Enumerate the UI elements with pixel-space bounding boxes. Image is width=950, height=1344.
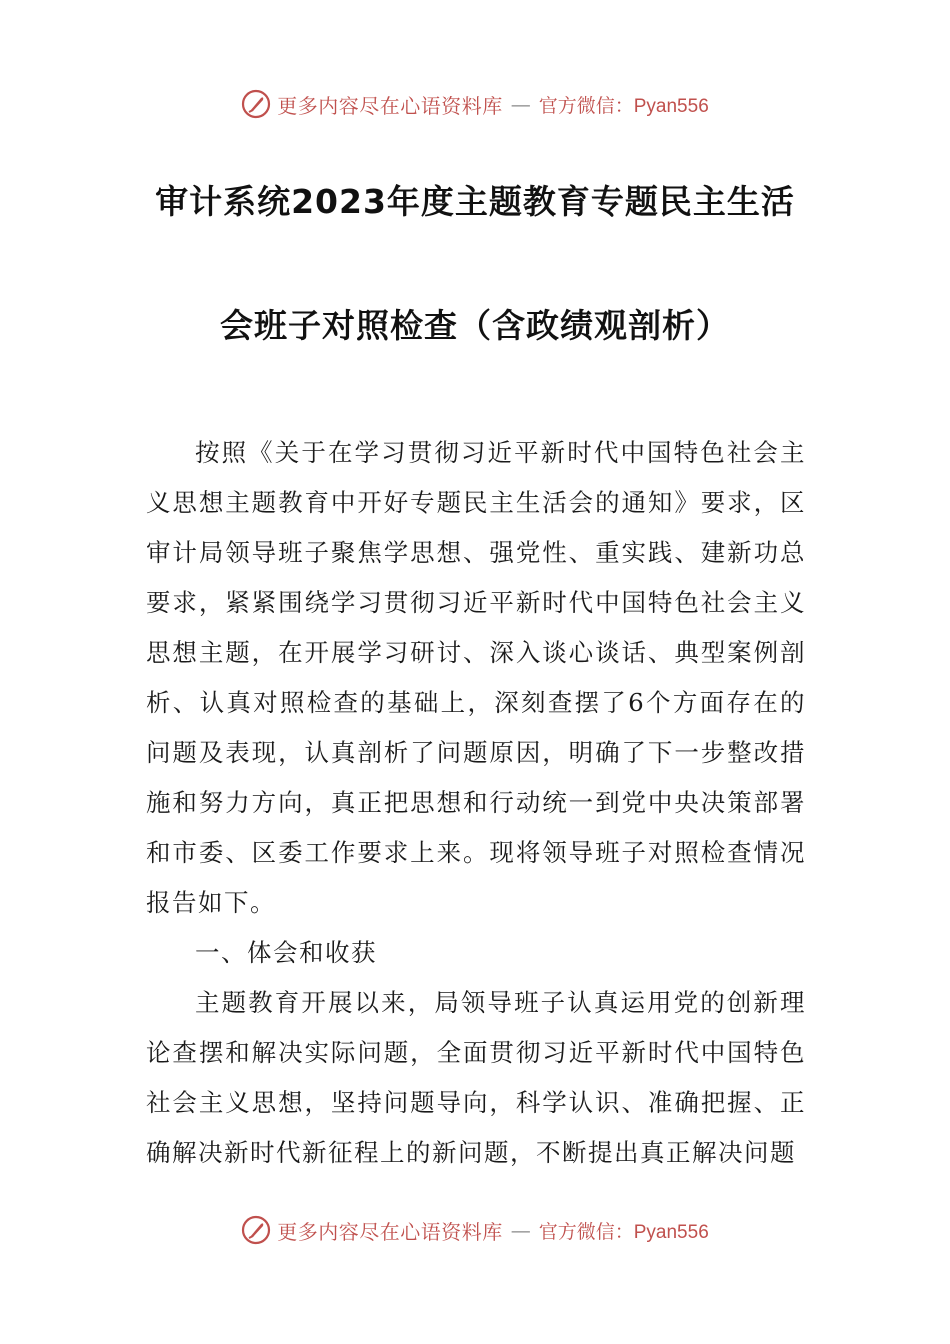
quill-pen-logo-icon [241, 89, 271, 119]
contact-id: Pyan556 [633, 95, 709, 117]
document-title-line-2: 会班子对照检查（含政绩观剖析） [220, 306, 730, 345]
section-heading: 一、体会和收获 [195, 938, 377, 967]
paragraph-intro: 按照《关于在学习贯彻习近平新时代中国特色社会主义思想主题教育中开好专题民主生活会的通知》要求，区审计局领导班子聚焦学思想、强党性、重实践、建新功总要求，紧紧围绕学习贯彻习近平新时代中国特色社会主义思想主题，在开展学习研讨、深入谈心谈话、典型案例剖析、认真对照检查的基础上，深刻查摆了6个方面存在的问题及表现，认真剖析了问题原因，明确了下一步整改措施和努力方向，真正把思想和行动统一到党中央决策部署和市委、区委工作要求上来。现将领导班子对照检查情况报告如下。 [146, 438, 806, 917]
contact-info [539, 1217, 709, 1244]
contact-info [539, 91, 709, 118]
footer-banner [0, 1210, 950, 1250]
separator-dash: — [510, 92, 531, 116]
promo-text: 更多内容尽在心语资料库 [277, 93, 503, 118]
paragraph-section-1: 主题教育开展以来，局领导班子认真运用党的创新理论查摆和解决实际问题，全面贯彻习近平新时代中国特色社会主义思想，坚持问题导向，科学认识、准确把握、正确解决新时代新征程上的新问题，不断提出真正解决问题 [146, 988, 806, 1167]
contact-label: 官方微信： [538, 1220, 634, 1243]
promo-text: 更多内容尽在心语资料库 [277, 1219, 503, 1244]
contact-id: Pyan556 [633, 1221, 709, 1243]
contact-label: 官方微信： [538, 94, 634, 117]
separator-dash: — [510, 1218, 531, 1242]
quill-pen-logo-icon [241, 1215, 271, 1245]
document-body [146, 428, 806, 1178]
document-title-line-1: 审计系统2023年度主题教育专题民主生活 [155, 182, 795, 221]
header-banner [0, 84, 950, 124]
